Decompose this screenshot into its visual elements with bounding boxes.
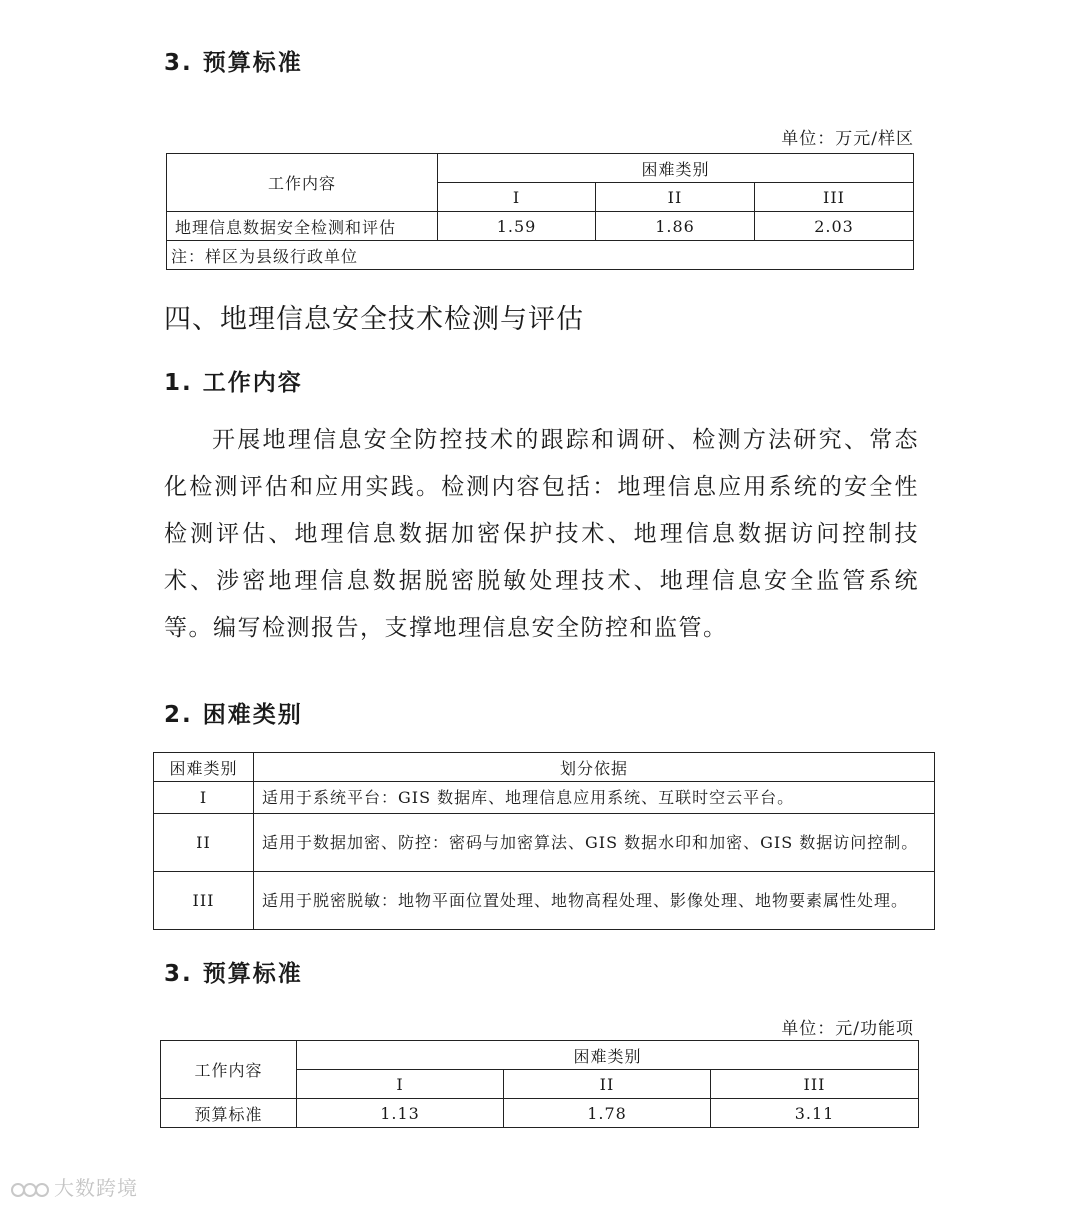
header-level-1: I <box>438 183 596 212</box>
budget-table-1 <box>166 153 914 270</box>
watermark-logo-icon <box>10 1178 50 1202</box>
header-level: 困难类别 <box>154 753 254 782</box>
value-level-1: 1.59 <box>438 212 596 241</box>
header-level-3: III <box>711 1070 919 1099</box>
header-level-2: II <box>596 183 755 212</box>
header-level-3: III <box>755 183 914 212</box>
header-work-content: 工作内容 <box>161 1041 297 1099</box>
value-level-3: 3.11 <box>711 1099 919 1128</box>
watermark-text: 大数跨境 <box>54 1176 138 1200</box>
row-label: 预算标准 <box>161 1099 297 1128</box>
table-note: 注：样区为县级行政单位 <box>167 241 914 270</box>
value-level-1: 1.13 <box>297 1099 504 1128</box>
value-level-2: 1.78 <box>504 1099 711 1128</box>
subsection-heading-work-content: 1. 工作内容 <box>164 370 303 396</box>
value-level-3: 2.03 <box>755 212 914 241</box>
basis-cell: 适用于数据加密、防控：密码与加密算法、GIS 数据水印和加密、GIS 数据访问控制。 <box>254 814 935 872</box>
section-heading-budget-1: 3. 预算标准 <box>164 50 303 76</box>
header-level-2: II <box>504 1070 711 1099</box>
section-title: 四、地理信息安全技术检测与评估 <box>164 304 584 335</box>
basis-cell: 适用于脱密脱敏：地物平面位置处理、地物高程处理、影像处理、地物要素属性处理。 <box>254 872 935 930</box>
header-work-content: 工作内容 <box>167 154 438 212</box>
section-heading-budget-2: 3. 预算标准 <box>164 961 303 987</box>
level-cell: II <box>154 814 254 872</box>
work-content-paragraph: 开展地理信息安全防控技术的跟踪和调研、检测方法研究、常态化检测评估和应用实践。检测内容包括：地理信息应用系统的安全性检测评估、地理信息数据加密保护技术、地理信息数据访问控制技术、涉密地理信息数据脱密脱敏处理技术、地理信息安全监管系统等。编写检测报告，支撑地理信息安全防控和监管。 <box>164 427 919 641</box>
budget-table-2 <box>160 1040 919 1128</box>
level-cell: III <box>154 872 254 930</box>
difficulty-table <box>153 752 935 930</box>
level-cell: I <box>154 782 254 814</box>
basis-cell: 适用于系统平台：GIS 数据库、地理信息应用系统、互联时空云平台。 <box>254 782 935 814</box>
header-level-1: I <box>297 1070 504 1099</box>
header-difficulty: 困难类别 <box>438 154 914 183</box>
watermark <box>10 1172 138 1202</box>
value-level-2: 1.86 <box>596 212 755 241</box>
header-basis: 划分依据 <box>254 753 935 782</box>
unit-label-2: 单位：元/功能项 <box>781 1019 914 1039</box>
unit-label-1: 单位：万元/样区 <box>781 129 914 149</box>
header-difficulty: 困难类别 <box>297 1041 919 1070</box>
subsection-heading-difficulty: 2. 困难类别 <box>164 702 303 728</box>
row-label: 地理信息数据安全检测和评估 <box>167 212 438 241</box>
